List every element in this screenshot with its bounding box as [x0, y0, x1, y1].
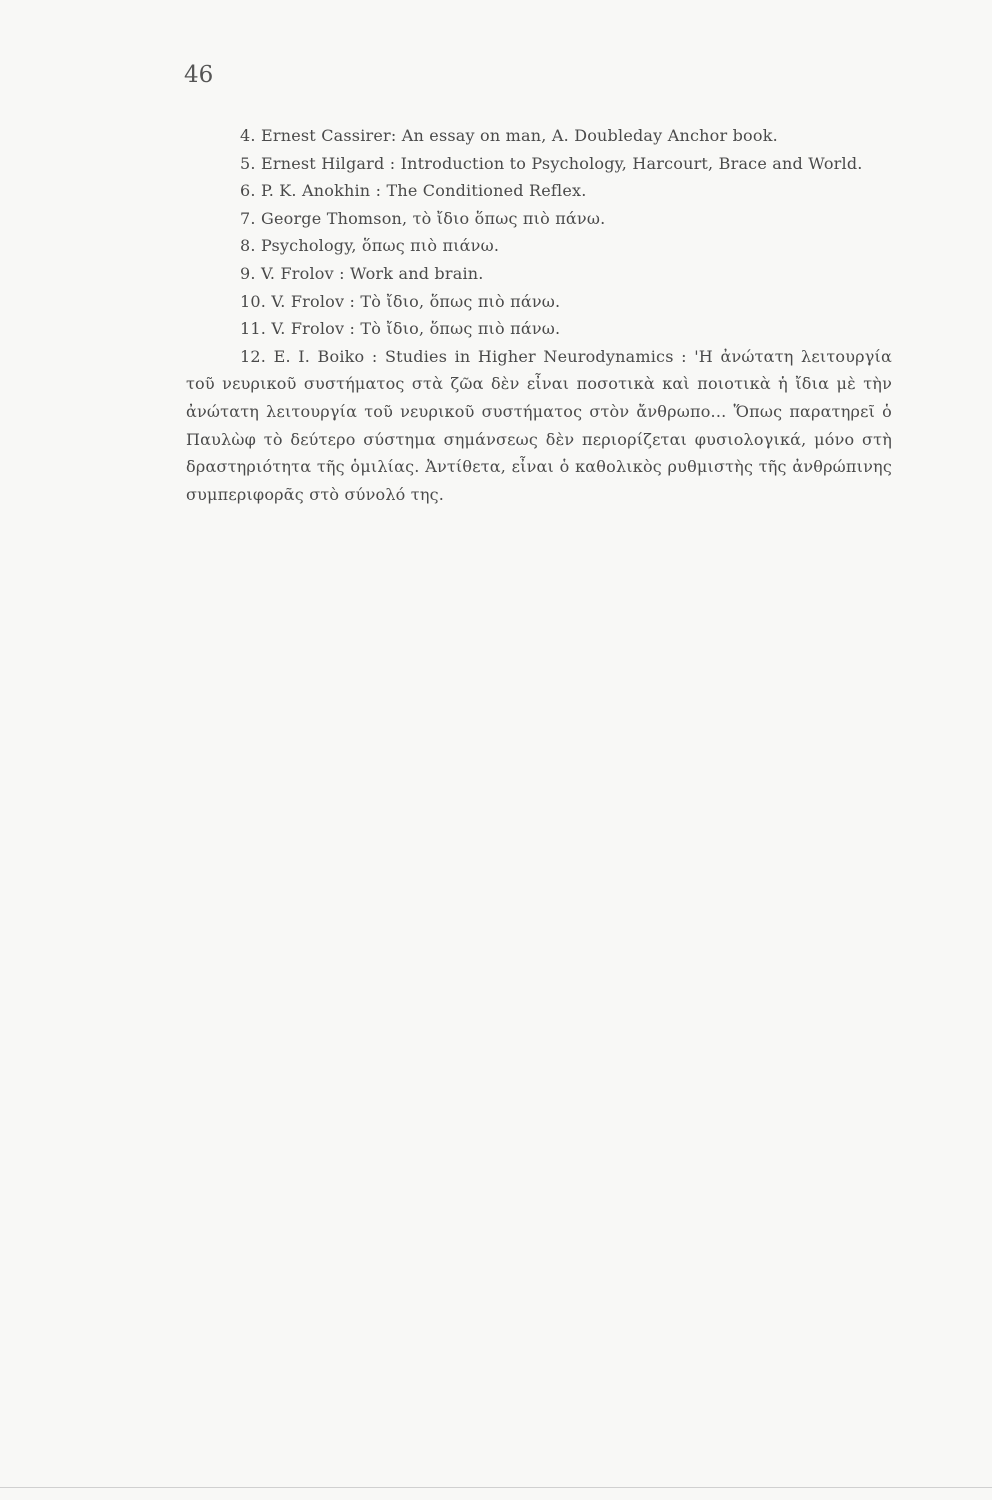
bottom-edge-line [0, 1487, 992, 1488]
note-item [186, 122, 892, 150]
note-text: V. Frolov : Work and brain. [260, 263, 484, 283]
note-item [186, 232, 892, 260]
note-text: Psychology, ὅπως πιὸ πιάνω. [260, 236, 500, 256]
note-number: 12. [240, 346, 267, 366]
note-text: George Thomson, τὸ ἴδιο ὅπως πιὸ πάνω. [260, 208, 606, 228]
note-item [186, 343, 892, 509]
note-text: Ernest Cassirer: An essay on man, A. Doubleday Anchor book. [260, 126, 778, 145]
note-item [186, 205, 892, 233]
note-text: V. Frolov : Τὸ ἴδιο, ὅπως πιὸ πάνω. [271, 319, 561, 339]
note-number: 5. [240, 153, 256, 173]
note-item [186, 315, 892, 343]
note-text: P. K. Anokhin : The Conditioned Reflex. [260, 181, 587, 201]
note-number: 8. [240, 236, 256, 256]
note-number: 6. [240, 181, 256, 201]
note-number: 7. [240, 208, 256, 228]
note-item [186, 260, 892, 288]
page-number: 46 [184, 62, 214, 88]
note-item [186, 177, 892, 205]
note-item [186, 288, 892, 316]
notes-list [186, 122, 892, 508]
note-number: 11. [240, 319, 267, 339]
note-number: 9. [240, 263, 256, 283]
note-number: 4. [240, 126, 256, 145]
note-text: E. I. Boiko : Studies in Higher Neurodynamics : 'Η ἀνώτατη λειτουργία τοῦ νευρικοῦ συστήματος στὰ ζῶα δὲν εἶναι ποσοτικὰ καὶ ποιοτικὰ ἡ ἴδια μὲ τὴν ἀνώτατη λειτουργία τοῦ νευρικοῦ συστήματος στὸν ἄνθρωπο... Ὅπως παρατηρεῖ ὁ Παυλὼφ τὸ δεύτερο σύστημα σημάνσεως δὲν περιορίζεται φυσιολογικά, μόνο στὴ δραστηριότητα τῆς ὁμιλίας. Ἀντίθετα, εἶναι ὁ καθολικὸς ρυθμιστὴς τῆς ἀνθρώπινης συμπεριφορᾶς στὸ σύνολό της. [186, 346, 892, 504]
note-number: 10. [240, 291, 267, 311]
note-item [186, 150, 892, 178]
note-text: V. Frolov : Τὸ ἴδιο, ὅπως πιὸ πάνω. [271, 291, 561, 311]
note-text: Ernest Hilgard : Introduction to Psychology, Harcourt, Brace and World. [260, 153, 863, 173]
